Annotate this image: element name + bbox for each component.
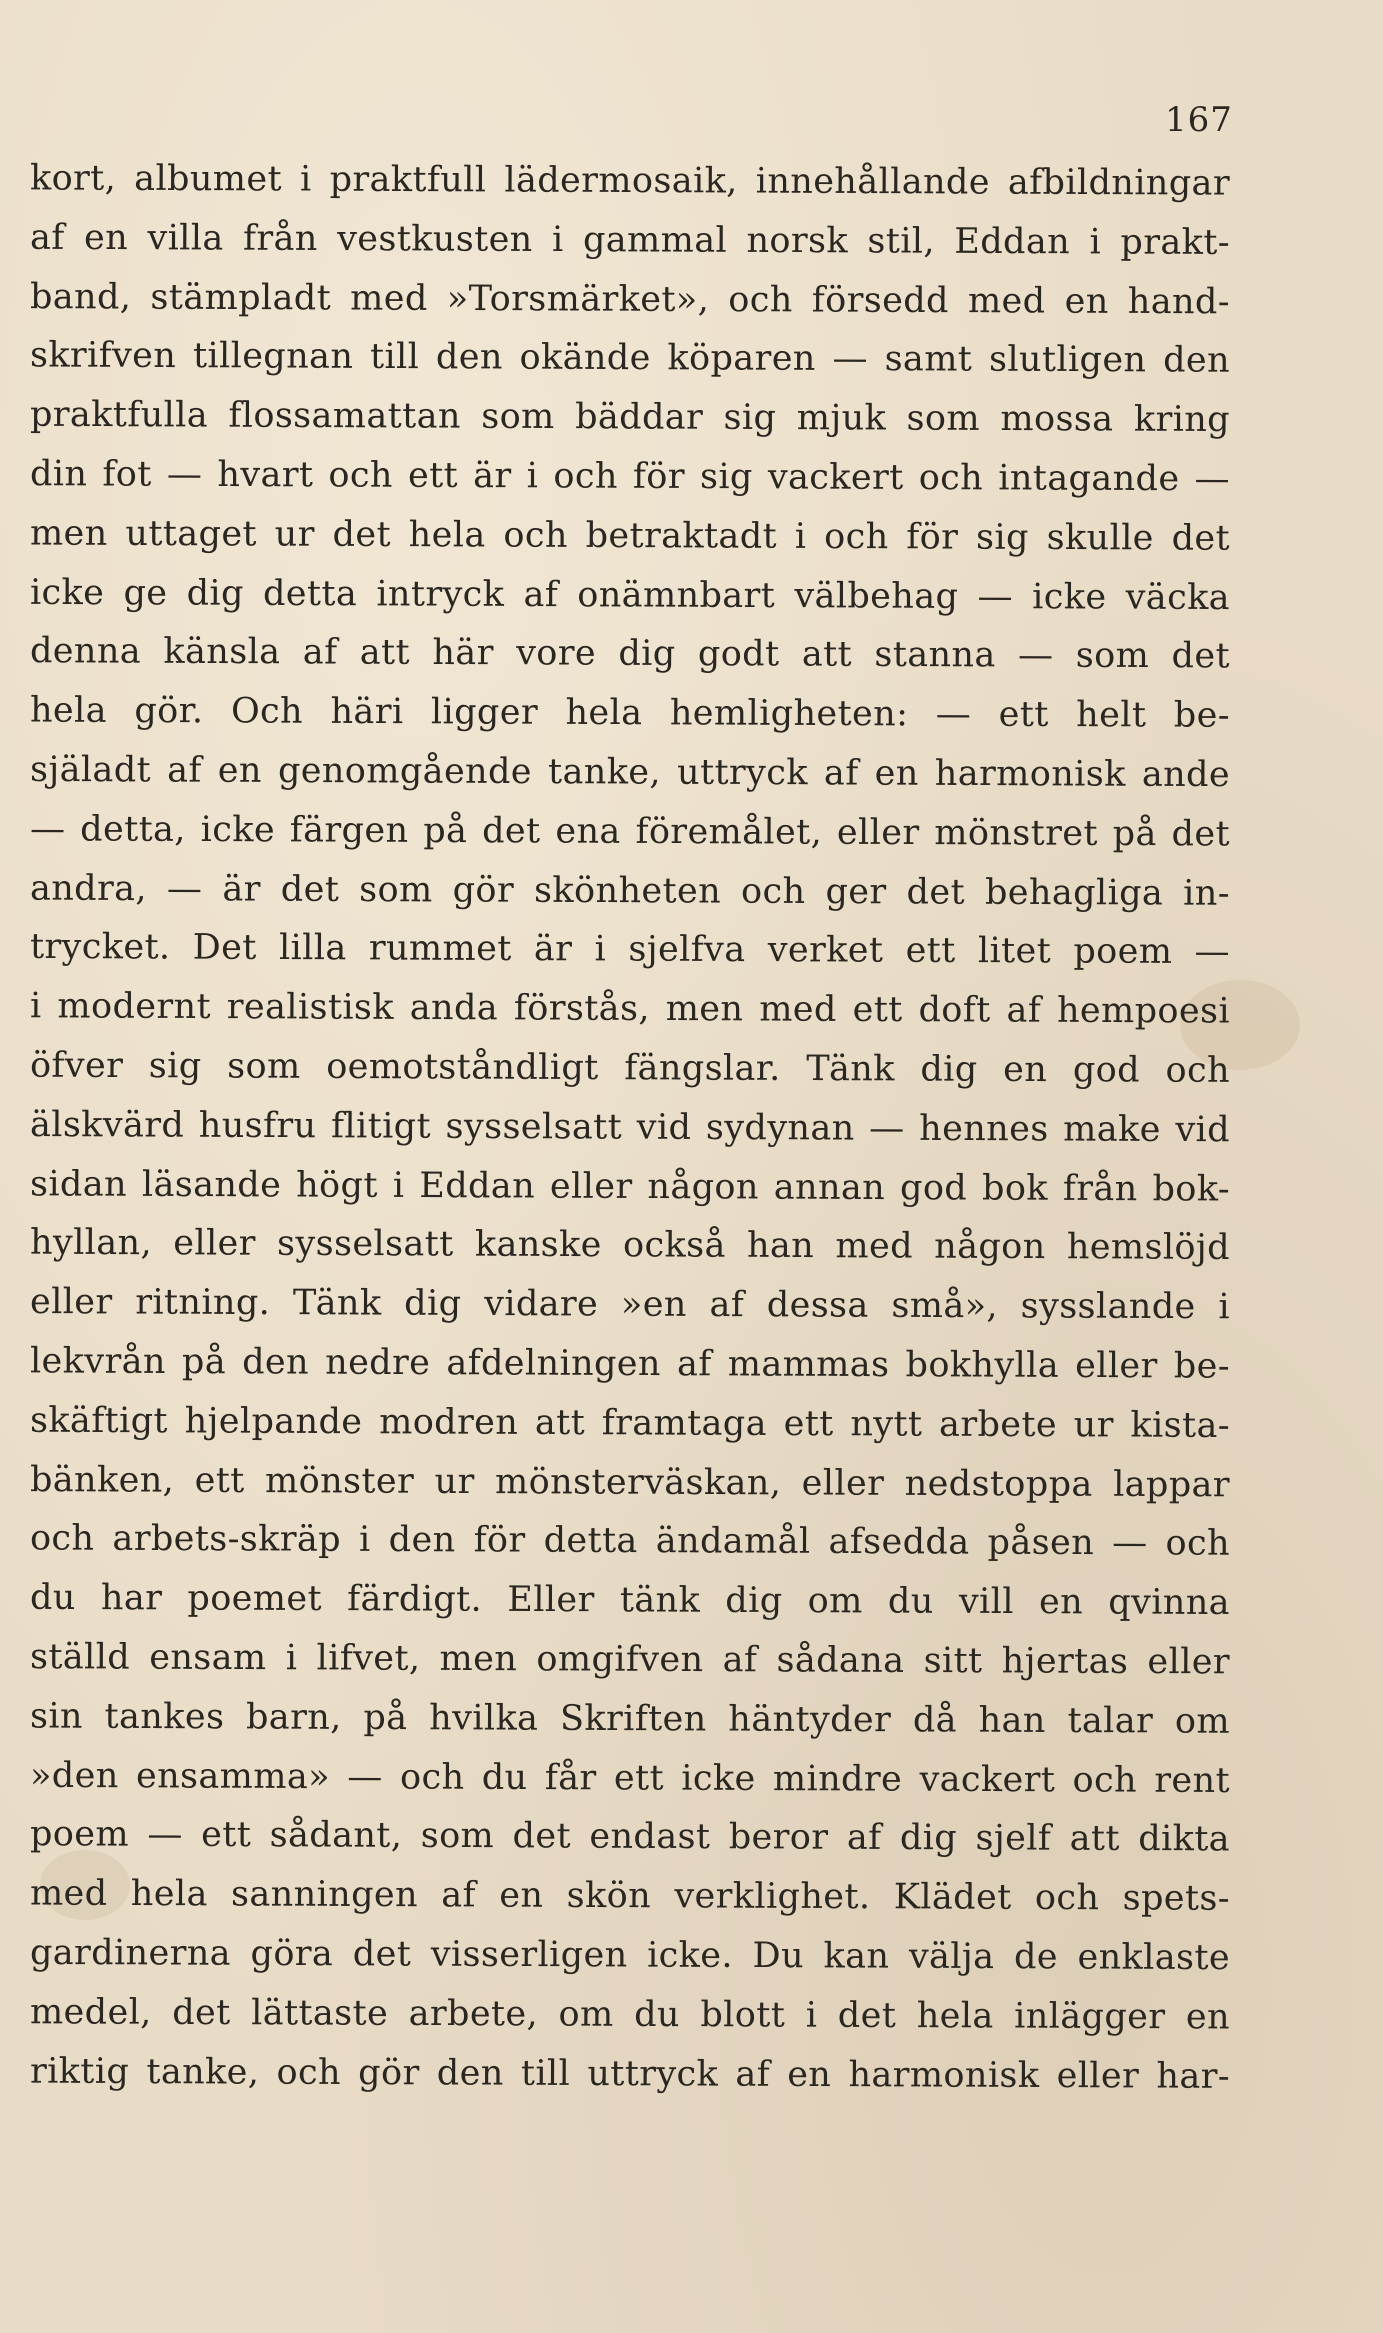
text-line: hyllan, eller sysselsatt kanske också han med någon hemslöjd: [29, 1223, 1231, 1269]
text-line: älskvärd husfru flitigt sysselsatt vid sydynan — hennes make vid: [29, 1104, 1231, 1150]
text-line: »den ensamma» — och du får ett icke mindre vackert och rent: [29, 1755, 1231, 1801]
text-line: skäftigt hjelpande modren att framtaga ett nytt arbete ur kista-: [29, 1400, 1231, 1446]
text-line: icke ge dig detta intryck af onämnbart välbehag — icke väcka: [29, 572, 1231, 618]
text-line: själadt af en genomgående tanke, uttryck af en harmonisk ande: [29, 749, 1231, 796]
text-line: lekvrån på den nedre afdelningen af mammas bokhylla eller be-: [29, 1341, 1231, 1387]
page-number: 167: [1165, 100, 1233, 140]
text-line: — detta, icke färgen på det ena föremålet, eller mönstret på det: [29, 808, 1231, 855]
text-line: kort, albumet i praktfull lädermosaik, innehållande afbildningar: [29, 158, 1231, 204]
text-line: din fot — hvart och ett är i och för sig vackert och intagande —: [29, 454, 1231, 500]
text-line: sin tankes barn, på hvilka Skriften häntyder då han talar om: [29, 1696, 1231, 1742]
text-line: gardinerna göra det visserligen icke. Du kan välja de enklaste: [29, 1932, 1231, 1979]
text-line: ställd ensam i lifvet, men omgifven af sådana sitt hjertas eller: [29, 1637, 1231, 1683]
text-line: riktig tanke, och gör den till uttryck af en harmonisk eller har-: [29, 2051, 1231, 2097]
text-line: denna känsla af att här vore dig godt att stanna — som det: [29, 631, 1231, 677]
text-line: andra, — är det som gör skönheten och ger det behagliga in-: [29, 868, 1231, 914]
text-line: och arbets-skräp i den för detta ändamål afsedda påsen — och: [29, 1518, 1231, 1564]
text-line: praktfulla flossamattan som bäddar sig mjuk som mossa kring: [29, 394, 1231, 441]
text-line: poem — ett sådant, som det endast beror af dig sjelf att dikta: [29, 1814, 1231, 1860]
text-line: band, stämpladt med »Torsmärket», och försedd med en hand-: [29, 276, 1231, 322]
text-line: eller ritning. Tänk dig vidare »en af dessa små», sysslande i: [29, 1282, 1231, 1328]
text-line: bänken, ett mönster ur mönsterväskan, eller nedstoppa lappar: [29, 1459, 1231, 1505]
text-line: trycket. Det lilla rummet är i sjelfva verket ett litet poem —: [29, 927, 1231, 973]
text-line: medel, det lättaste arbete, om du blott i det hela inlägger en: [29, 1991, 1231, 2038]
text-line: hela gör. Och häri ligger hela hemligheten: — ett helt be-: [29, 690, 1231, 736]
body-text: [29, 152, 1231, 2097]
text-line: skrifven tillegnan till den okände köparen — samt slutligen den: [29, 335, 1231, 382]
text-line: i modernt realistisk anda förstås, men med ett doft af hempoesi: [29, 986, 1231, 1032]
text-line: med hela sanningen af en skön verklighet. Klädet och spets-: [29, 1873, 1231, 1919]
text-line: sidan läsande högt i Eddan eller någon annan god bok från bok-: [29, 1163, 1231, 1210]
text-line: men uttaget ur det hela och betraktadt i och för sig skulle det: [29, 513, 1231, 559]
text-line: öfver sig som oemotståndligt fängslar. Tänk dig en god och: [29, 1045, 1231, 1091]
text-line: af en villa från vestkusten i gammal norsk stil, Eddan i prakt-: [29, 217, 1231, 263]
text-line: du har poemet färdigt. Eller tänk dig om du vill en qvinna: [29, 1577, 1231, 1624]
